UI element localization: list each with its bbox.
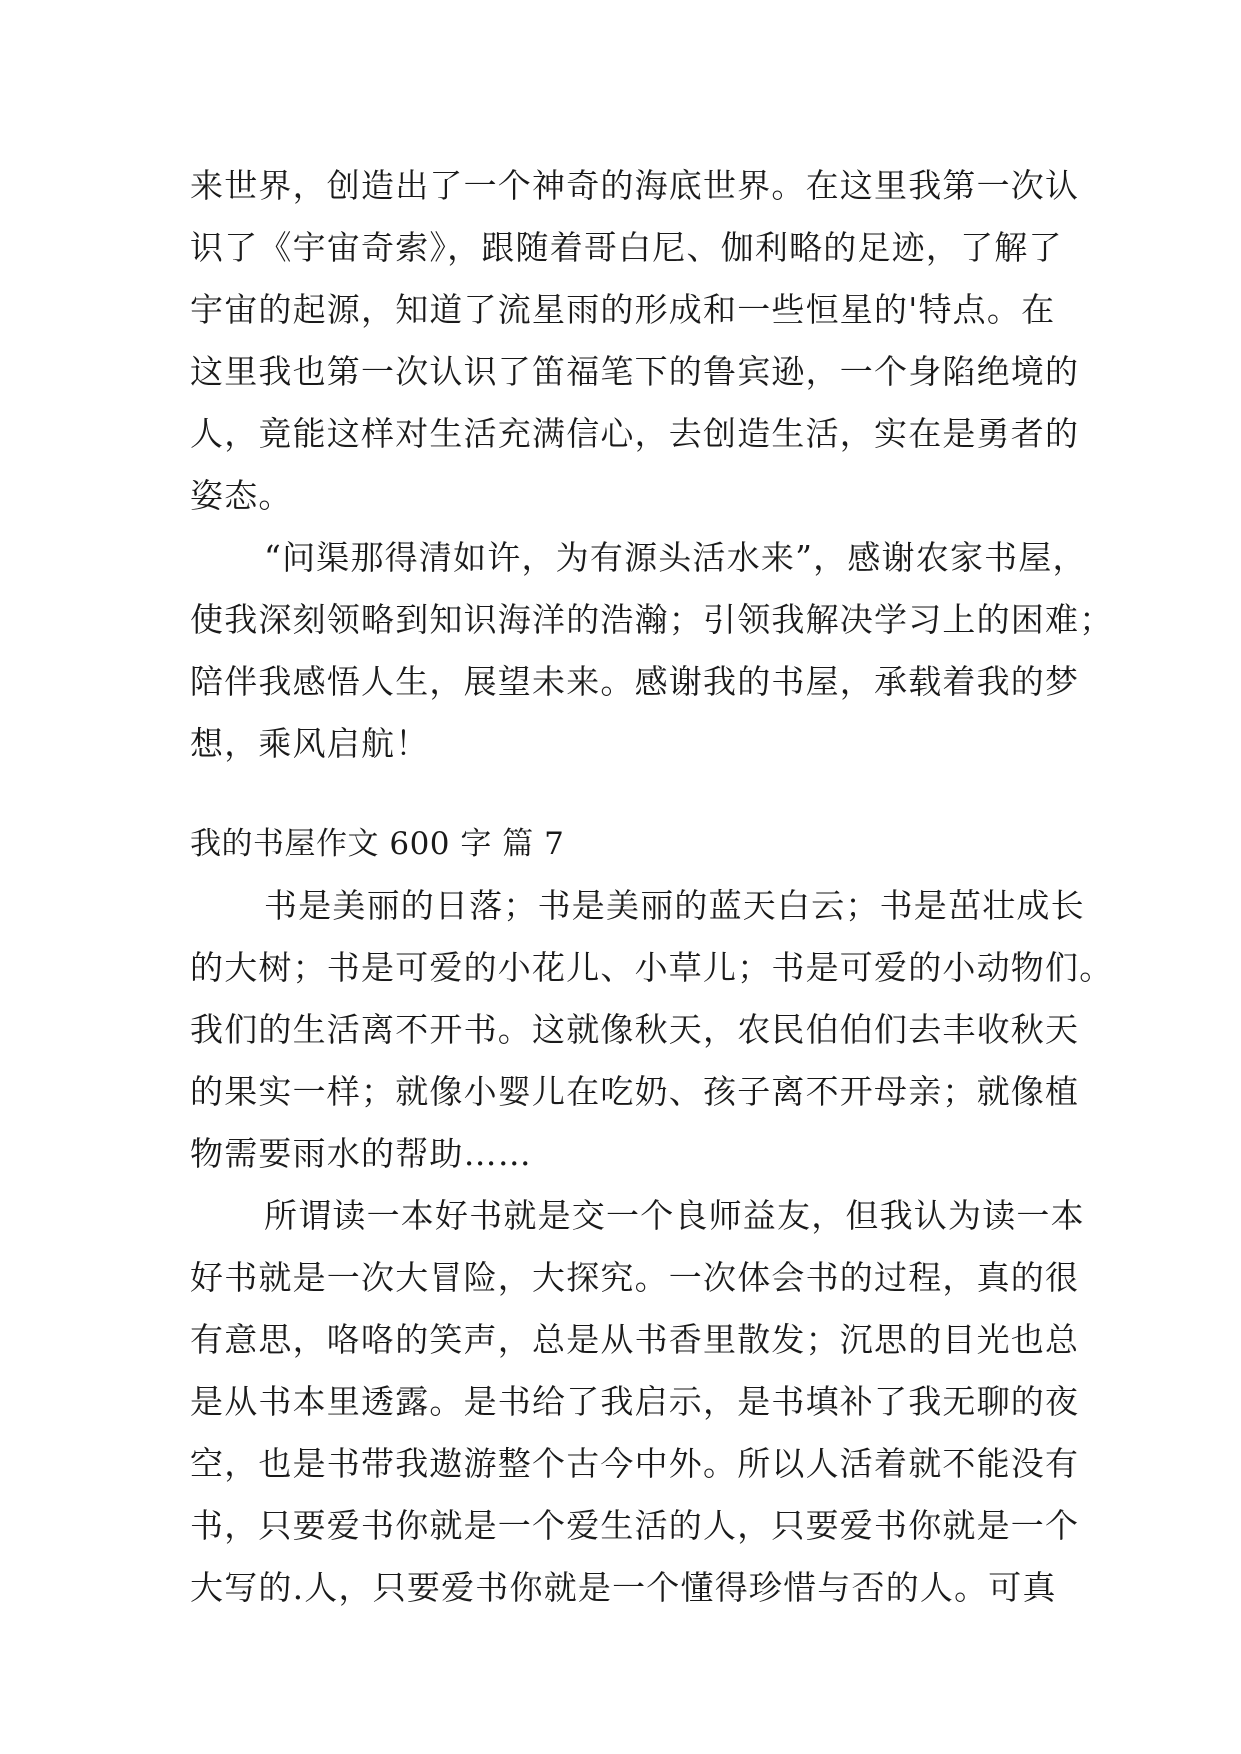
- text-line: 空，也是书带我遨游整个古今中外。所以人活着就不能没有: [190, 1444, 1080, 1483]
- text-line: 使我深刻领略到知识海洋的浩瀚；引领我解决学习上的困难；: [190, 600, 1114, 639]
- text-line: 的果实一样；就像小婴儿在吃奶、孩子离不开母亲；就像植: [190, 1072, 1080, 1111]
- section-heading: 我的书屋作文 600 字 篇 7: [190, 826, 565, 862]
- text-line: 想，乘风启航！: [190, 724, 430, 763]
- text-line: 是从书本里透露。是书给了我启示，是书填补了我无聊的夜: [190, 1382, 1080, 1421]
- text-line: 所谓读一本好书就是交一个良师益友，但我认为读一本: [264, 1196, 1085, 1235]
- text-line: 书是美丽的日落；书是美丽的蓝天白云；书是茁壮成长: [264, 886, 1085, 925]
- text-line: 陪伴我感悟人生，展望未来。感谢我的书屋，承载着我的梦: [190, 662, 1080, 701]
- text-line: 的大树；书是可爱的小花儿、小草儿；书是可爱的小动物们。: [190, 948, 1114, 987]
- text-line: 姿态。: [190, 476, 293, 515]
- text-line: 我们的生活离不开书。这就像秋天，农民伯伯们去丰收秋天: [190, 1010, 1080, 1049]
- text-line: 大写的.人，只要爱书你就是一个懂得珍惜与否的人。可真: [190, 1568, 1057, 1607]
- text-line: 有意思，咯咯的笑声，总是从书香里散发；沉思的目光也总: [190, 1320, 1080, 1359]
- text-line: 识了《宇宙奇索》，跟随着哥白尼、伽利略的足迹，了解了: [190, 228, 1063, 267]
- text-line: 书，只要爱书你就是一个爱生活的人，只要爱书你就是一个: [190, 1506, 1080, 1545]
- text-line: “问渠那得清如许，为有源头活水来”，感谢农家书屋，: [264, 538, 1087, 577]
- text-line: 人，竟能这样对生活充满信心，去创造生活，实在是勇者的: [190, 414, 1080, 453]
- text-line: 宇宙的起源，知道了流星雨的形成和一些恒星的'特点。在: [190, 290, 1056, 329]
- text-line: 好书就是一次大冒险，大探究。一次体会书的过程，真的很: [190, 1258, 1080, 1297]
- text-line: 来世界，创造出了一个神奇的海底世界。在这里我第一次认: [190, 166, 1080, 205]
- text-line: 物需要雨水的帮助……: [190, 1134, 532, 1173]
- text-line: 这里我也第一次认识了笛福笔下的鲁宾逊，一个身陷绝境的: [190, 352, 1080, 391]
